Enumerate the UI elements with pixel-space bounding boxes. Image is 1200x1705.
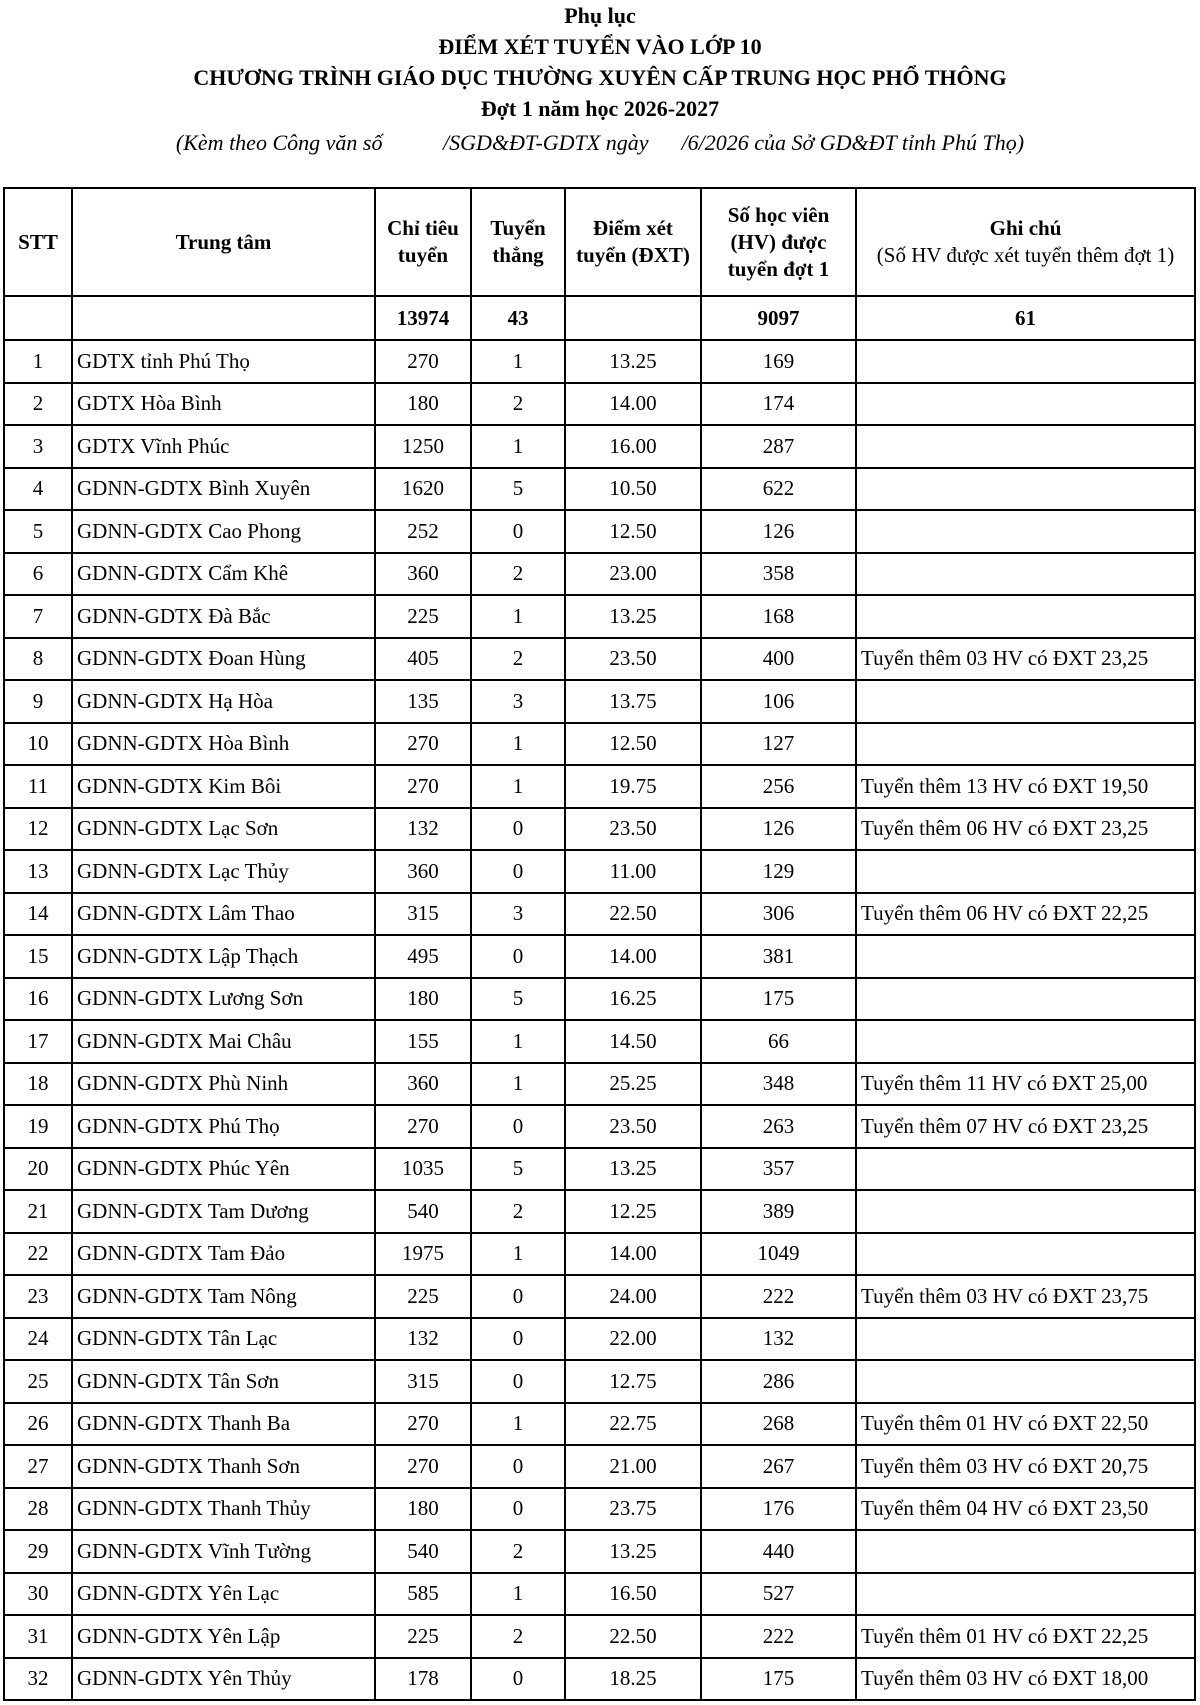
cell-quota: 360	[375, 553, 471, 596]
cell-direct: 3	[471, 893, 565, 936]
cell-stt: 6	[4, 553, 72, 596]
cell-note: Tuyển thêm 04 HV có ĐXT 23,50	[856, 1488, 1195, 1531]
cell-note	[856, 468, 1195, 511]
cell-quota: 155	[375, 1020, 471, 1063]
cell-admitted: 306	[701, 893, 856, 936]
cell-quota: 132	[375, 808, 471, 851]
cell-admitted: 222	[701, 1275, 856, 1318]
cell-quota: 270	[375, 1403, 471, 1446]
table-header-row	[4, 188, 1195, 296]
cell-stt: 1	[4, 340, 72, 383]
cell-note: Tuyển thêm 03 HV có ĐXT 23,75	[856, 1275, 1195, 1318]
cell-direct: 1	[471, 1063, 565, 1106]
table-row	[4, 935, 1195, 978]
col-header-admitted: Số học viên (HV) được tuyển đợt 1	[701, 188, 856, 296]
cell-direct: 0	[471, 1488, 565, 1531]
cell-center: GDNN-GDTX Tam Đảo	[72, 1233, 375, 1276]
cell-direct: 5	[471, 978, 565, 1021]
table-row	[4, 510, 1195, 553]
cell-note: Tuyển thêm 03 HV có ĐXT 20,75	[856, 1445, 1195, 1488]
cell-center: GDNN-GDTX Thanh Ba	[72, 1403, 375, 1446]
cell-score: 25.25	[565, 1063, 701, 1106]
cell-admitted: 66	[701, 1020, 856, 1063]
cell-note: Tuyển thêm 06 HV có ĐXT 22,25	[856, 893, 1195, 936]
cell-center: GDNN-GDTX Tam Nông	[72, 1275, 375, 1318]
cell-admitted: 175	[701, 978, 856, 1021]
cell-quota: 360	[375, 850, 471, 893]
table-row	[4, 680, 1195, 723]
cell-quota: 178	[375, 1658, 471, 1701]
table-row	[4, 595, 1195, 638]
cell-stt: 25	[4, 1360, 72, 1403]
cell-stt: 16	[4, 978, 72, 1021]
total-note: 61	[856, 296, 1195, 340]
col-header-center: Trung tâm	[72, 188, 375, 296]
cell-quota: 225	[375, 1275, 471, 1318]
cell-center: GDNN-GDTX Thanh Thủy	[72, 1488, 375, 1531]
cell-center: GDTX Vĩnh Phúc	[72, 425, 375, 468]
table-row	[4, 723, 1195, 766]
cell-stt: 2	[4, 383, 72, 426]
table-row	[4, 553, 1195, 596]
cell-quota: 315	[375, 893, 471, 936]
cell-note	[856, 723, 1195, 766]
cell-direct: 2	[471, 1190, 565, 1233]
cell-score: 10.50	[565, 468, 701, 511]
cell-score: 23.75	[565, 1488, 701, 1531]
cell-score: 22.75	[565, 1403, 701, 1446]
cell-center: GDNN-GDTX Yên Lập	[72, 1615, 375, 1658]
cell-quota: 495	[375, 935, 471, 978]
cell-direct: 1	[471, 425, 565, 468]
col-header-note	[856, 188, 1195, 296]
cell-quota: 180	[375, 383, 471, 426]
cell-center: GDNN-GDTX Yên Thủy	[72, 1658, 375, 1701]
table-row	[4, 1658, 1195, 1701]
cell-quota: 1975	[375, 1233, 471, 1276]
cell-quota: 225	[375, 595, 471, 638]
cell-center: GDNN-GDTX Lạc Thủy	[72, 850, 375, 893]
cell-note	[856, 1020, 1195, 1063]
cell-admitted: 174	[701, 383, 856, 426]
cell-admitted: 129	[701, 850, 856, 893]
cell-center: GDNN-GDTX Lạc Sơn	[72, 808, 375, 851]
cell-stt: 8	[4, 638, 72, 681]
cell-stt: 10	[4, 723, 72, 766]
cell-stt: 4	[4, 468, 72, 511]
cell-center: GDNN-GDTX Mai Châu	[72, 1020, 375, 1063]
cell-note	[856, 850, 1195, 893]
cell-stt: 28	[4, 1488, 72, 1531]
cell-note: Tuyển thêm 07 HV có ĐXT 23,25	[856, 1105, 1195, 1148]
table-row	[4, 1573, 1195, 1616]
note-subtitle: (Số HV được xét tuyển thêm đợt 1)	[876, 243, 1175, 267]
cell-quota: 270	[375, 1105, 471, 1148]
table-row	[4, 1360, 1195, 1403]
cell-quota: 270	[375, 723, 471, 766]
cell-admitted: 175	[701, 1658, 856, 1701]
cell-admitted: 1049	[701, 1233, 856, 1276]
cell-note: Tuyển thêm 01 HV có ĐXT 22,25	[856, 1615, 1195, 1658]
cell-score: 13.25	[565, 1530, 701, 1573]
cell-admitted: 256	[701, 765, 856, 808]
cell-direct: 0	[471, 510, 565, 553]
cell-score: 23.50	[565, 808, 701, 851]
cell-admitted: 440	[701, 1530, 856, 1573]
table-row	[4, 1148, 1195, 1191]
table-row	[4, 1615, 1195, 1658]
cell-quota: 225	[375, 1615, 471, 1658]
cell-admitted: 286	[701, 1360, 856, 1403]
cell-score: 22.50	[565, 893, 701, 936]
cell-score: 24.00	[565, 1275, 701, 1318]
cell-score: 12.50	[565, 510, 701, 553]
cell-center: GDNN-GDTX Phù Ninh	[72, 1063, 375, 1106]
cell-quota: 540	[375, 1190, 471, 1233]
round-title: Đợt 1 năm học 2026-2027	[480, 96, 720, 121]
cell-stt: 26	[4, 1403, 72, 1446]
cell-center: GDTX tỉnh Phú Thọ	[72, 340, 375, 383]
cell-stt: 19	[4, 1105, 72, 1148]
cell-score: 13.25	[565, 340, 701, 383]
cell-center: GDNN-GDTX Phúc Yên	[72, 1148, 375, 1191]
cell-score: 12.50	[565, 723, 701, 766]
cell-admitted: 348	[701, 1063, 856, 1106]
cell-note	[856, 1148, 1195, 1191]
cell-stt: 18	[4, 1063, 72, 1106]
cell-admitted: 126	[701, 510, 856, 553]
cell-stt: 9	[4, 680, 72, 723]
cell-admitted: 400	[701, 638, 856, 681]
cell-admitted: 357	[701, 1148, 856, 1191]
cell-quota: 360	[375, 1063, 471, 1106]
reference-note: (Kèm theo Công văn số /SGD&ĐT-GDTX ngày /6/2026 của Sở GD&ĐT tỉnh Phú Thọ)	[175, 130, 1025, 155]
cell-quota: 252	[375, 510, 471, 553]
cell-center: GDNN-GDTX Yên Lạc	[72, 1573, 375, 1616]
cell-note: Tuyển thêm 11 HV có ĐXT 25,00	[856, 1063, 1195, 1106]
cell-direct: 2	[471, 1530, 565, 1573]
cell-note: Tuyển thêm 03 HV có ĐXT 18,00	[856, 1658, 1195, 1701]
cell-score: 23.50	[565, 638, 701, 681]
table-row	[4, 850, 1195, 893]
table-row	[4, 1530, 1195, 1573]
cell-score: 16.50	[565, 1573, 701, 1616]
cell-direct: 0	[471, 1658, 565, 1701]
cell-direct: 5	[471, 468, 565, 511]
cell-score: 13.25	[565, 595, 701, 638]
cell-direct: 0	[471, 808, 565, 851]
table-row	[4, 978, 1195, 1021]
table-row	[4, 1403, 1195, 1446]
cell-stt: 15	[4, 935, 72, 978]
cell-center: GDNN-GDTX Tam Dương	[72, 1190, 375, 1233]
cell-admitted: 127	[701, 723, 856, 766]
table-row	[4, 425, 1195, 468]
cell-direct: 1	[471, 1020, 565, 1063]
program-title: CHƯƠNG TRÌNH GIÁO DỤC THƯỜNG XUYÊN CẤP TRUNG HỌC PHỔ THÔNG	[193, 65, 1007, 90]
cell-admitted: 287	[701, 425, 856, 468]
cell-admitted: 267	[701, 1445, 856, 1488]
cell-note	[856, 510, 1195, 553]
cell-quota: 1250	[375, 425, 471, 468]
cell-center: GDTX Hòa Bình	[72, 383, 375, 426]
table-row	[4, 1063, 1195, 1106]
cell-score: 13.75	[565, 680, 701, 723]
cell-center: GDNN-GDTX Lập Thạch	[72, 935, 375, 978]
cell-direct: 2	[471, 1615, 565, 1658]
cell-score: 22.00	[565, 1318, 701, 1361]
cell-score: 13.25	[565, 1148, 701, 1191]
cell-admitted: 263	[701, 1105, 856, 1148]
cell-direct: 0	[471, 935, 565, 978]
cell-stt: 32	[4, 1658, 72, 1701]
cell-center: GDNN-GDTX Lương Sơn	[72, 978, 375, 1021]
col-header-direct: Tuyển thẳng	[471, 188, 565, 296]
cell-score: 14.00	[565, 1233, 701, 1276]
cell-direct: 0	[471, 1105, 565, 1148]
table-row	[4, 468, 1195, 511]
cell-note	[856, 553, 1195, 596]
table-row	[4, 1275, 1195, 1318]
cell-direct: 1	[471, 723, 565, 766]
cell-note	[856, 935, 1195, 978]
cell-note	[856, 1530, 1195, 1573]
document-title: ĐIỂM XÉT TUYỂN VÀO LỚP 10	[438, 34, 762, 59]
cell-direct: 0	[471, 1275, 565, 1318]
cell-quota: 135	[375, 680, 471, 723]
cell-center: GDNN-GDTX Bình Xuyên	[72, 468, 375, 511]
cell-stt: 14	[4, 893, 72, 936]
total-quota: 13974	[375, 296, 471, 340]
cell-stt: 31	[4, 1615, 72, 1658]
cell-direct: 2	[471, 383, 565, 426]
cell-note	[856, 1318, 1195, 1361]
cell-stt: 29	[4, 1530, 72, 1573]
cell-admitted: 168	[701, 595, 856, 638]
cell-stt: 11	[4, 765, 72, 808]
cell-note	[856, 1360, 1195, 1403]
cell-admitted: 381	[701, 935, 856, 978]
cell-score: 23.50	[565, 1105, 701, 1148]
cell-stt: 5	[4, 510, 72, 553]
cell-score: 14.00	[565, 383, 701, 426]
cell-center: GDNN-GDTX Tân Sơn	[72, 1360, 375, 1403]
cell-note	[856, 680, 1195, 723]
cell-direct: 1	[471, 1573, 565, 1616]
cell-direct: 0	[471, 850, 565, 893]
table-row	[4, 340, 1195, 383]
cell-center: GDNN-GDTX Cẩm Khê	[72, 553, 375, 596]
cell-direct: 1	[471, 1403, 565, 1446]
cell-admitted: 132	[701, 1318, 856, 1361]
cell-stt: 23	[4, 1275, 72, 1318]
cell-score: 12.75	[565, 1360, 701, 1403]
cell-admitted: 389	[701, 1190, 856, 1233]
cell-admitted: 268	[701, 1403, 856, 1446]
cell-score: 21.00	[565, 1445, 701, 1488]
cell-center: GDNN-GDTX Vĩnh Tường	[72, 1530, 375, 1573]
cell-note: Tuyển thêm 13 HV có ĐXT 19,50	[856, 765, 1195, 808]
table-row	[4, 1020, 1195, 1063]
cell-center: GDNN-GDTX Tân Lạc	[72, 1318, 375, 1361]
cell-note	[856, 340, 1195, 383]
cell-quota: 270	[375, 340, 471, 383]
cell-admitted: 106	[701, 680, 856, 723]
cell-note	[856, 425, 1195, 468]
cell-center: GDNN-GDTX Hòa Bình	[72, 723, 375, 766]
cell-score: 19.75	[565, 765, 701, 808]
cell-score: 18.25	[565, 1658, 701, 1701]
cell-score: 22.50	[565, 1615, 701, 1658]
cell-direct: 5	[471, 1148, 565, 1191]
cell-note	[856, 383, 1195, 426]
cell-admitted: 169	[701, 340, 856, 383]
cell-center: GDNN-GDTX Thanh Sơn	[72, 1445, 375, 1488]
table-row	[4, 1445, 1195, 1488]
total-direct: 43	[471, 296, 565, 340]
cell-quota: 132	[375, 1318, 471, 1361]
cell-stt: 21	[4, 1190, 72, 1233]
cell-score: 14.00	[565, 935, 701, 978]
total-center	[72, 296, 375, 340]
cell-quota: 585	[375, 1573, 471, 1616]
cell-direct: 2	[471, 638, 565, 681]
table-row	[4, 1190, 1195, 1233]
cell-stt: 17	[4, 1020, 72, 1063]
cell-admitted: 527	[701, 1573, 856, 1616]
cell-stt: 13	[4, 850, 72, 893]
cell-admitted: 126	[701, 808, 856, 851]
cell-quota: 180	[375, 1488, 471, 1531]
table-row	[4, 808, 1195, 851]
cell-quota: 270	[375, 765, 471, 808]
table-row	[4, 1318, 1195, 1361]
cell-stt: 7	[4, 595, 72, 638]
col-header-stt: STT	[4, 188, 72, 296]
note-title: Ghi chú	[989, 216, 1062, 240]
cell-stt: 30	[4, 1573, 72, 1616]
cell-note: Tuyển thêm 06 HV có ĐXT 23,25	[856, 808, 1195, 851]
cell-note	[856, 595, 1195, 638]
cell-admitted: 222	[701, 1615, 856, 1658]
cell-admitted: 358	[701, 553, 856, 596]
cell-center: GDNN-GDTX Kim Bôi	[72, 765, 375, 808]
appendix-label: Phụ lục	[564, 3, 636, 28]
table-row	[4, 638, 1195, 681]
cell-center: GDNN-GDTX Phú Thọ	[72, 1105, 375, 1148]
cell-score: 23.00	[565, 553, 701, 596]
cell-quota: 180	[375, 978, 471, 1021]
total-stt	[4, 296, 72, 340]
cell-admitted: 622	[701, 468, 856, 511]
cell-score: 16.00	[565, 425, 701, 468]
cell-direct: 1	[471, 765, 565, 808]
cell-stt: 3	[4, 425, 72, 468]
table-row	[4, 1488, 1195, 1531]
cell-note	[856, 1233, 1195, 1276]
cell-direct: 0	[471, 1318, 565, 1361]
cell-direct: 0	[471, 1360, 565, 1403]
cell-quota: 1035	[375, 1148, 471, 1191]
cell-note	[856, 978, 1195, 1021]
cell-score: 14.50	[565, 1020, 701, 1063]
document-header	[0, 0, 1200, 158]
col-header-quota: Chỉ tiêu tuyển	[375, 188, 471, 296]
cell-direct: 1	[471, 595, 565, 638]
cell-note	[856, 1573, 1195, 1616]
cell-stt: 12	[4, 808, 72, 851]
cell-quota: 540	[375, 1530, 471, 1573]
total-score	[565, 296, 701, 340]
cell-direct: 1	[471, 340, 565, 383]
cell-note	[856, 1190, 1195, 1233]
cell-score: 12.25	[565, 1190, 701, 1233]
cell-admitted: 176	[701, 1488, 856, 1531]
cell-center: GDNN-GDTX Đoan Hùng	[72, 638, 375, 681]
cell-center: GDNN-GDTX Cao Phong	[72, 510, 375, 553]
cell-score: 11.00	[565, 850, 701, 893]
cell-quota: 270	[375, 1445, 471, 1488]
cell-direct: 2	[471, 553, 565, 596]
cell-stt: 24	[4, 1318, 72, 1361]
cell-stt: 27	[4, 1445, 72, 1488]
admission-score-table	[3, 187, 1196, 1701]
cell-score: 16.25	[565, 978, 701, 1021]
table-row	[4, 383, 1195, 426]
cell-quota: 405	[375, 638, 471, 681]
cell-stt: 22	[4, 1233, 72, 1276]
col-header-score: Điểm xét tuyển (ĐXT)	[565, 188, 701, 296]
cell-direct: 0	[471, 1445, 565, 1488]
cell-note: Tuyển thêm 01 HV có ĐXT 22,50	[856, 1403, 1195, 1446]
table-row	[4, 765, 1195, 808]
cell-center: GDNN-GDTX Đà Bắc	[72, 595, 375, 638]
cell-quota: 315	[375, 1360, 471, 1403]
cell-direct: 3	[471, 680, 565, 723]
cell-stt: 20	[4, 1148, 72, 1191]
totals-row	[4, 296, 1195, 340]
cell-direct: 1	[471, 1233, 565, 1276]
cell-center: GDNN-GDTX Hạ Hòa	[72, 680, 375, 723]
table-row	[4, 1233, 1195, 1276]
table-row	[4, 1105, 1195, 1148]
table-row	[4, 893, 1195, 936]
cell-note: Tuyển thêm 03 HV có ĐXT 23,25	[856, 638, 1195, 681]
total-admitted: 9097	[701, 296, 856, 340]
cell-center: GDNN-GDTX Lâm Thao	[72, 893, 375, 936]
cell-quota: 1620	[375, 468, 471, 511]
